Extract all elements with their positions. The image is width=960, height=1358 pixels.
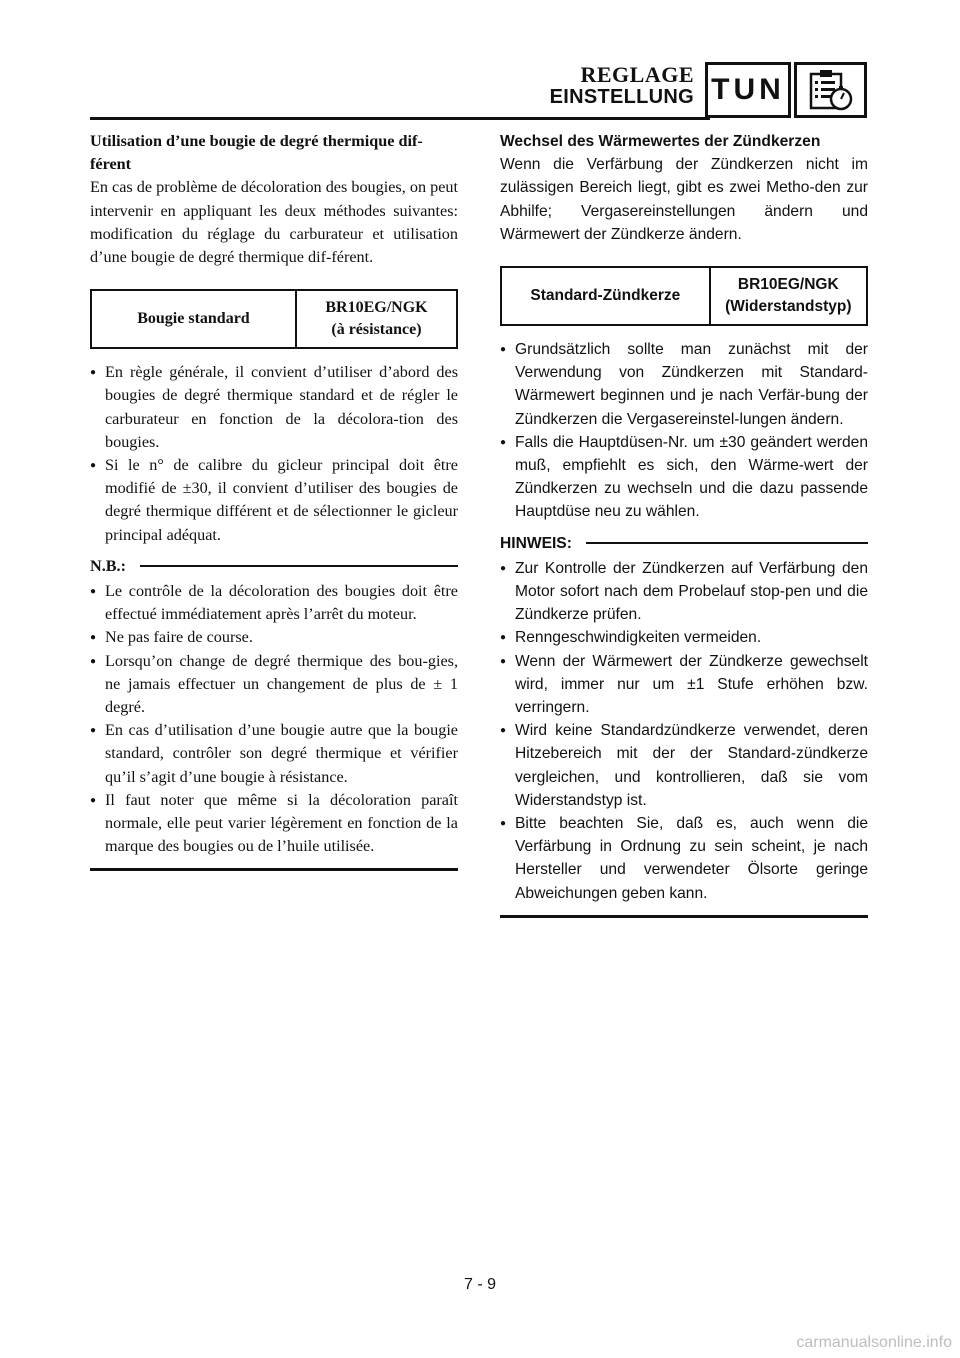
list-item: ● Grundsätzlich sollte man zunächst mit der Verwendung von Zündkerzen mit Standard-Wärmewert beginnen und je nach Verfär-bung der Zündkerzen die Vergasereinstel-lungen ändern.: [500, 338, 868, 431]
list-item: ● Bitte beachten Sie, daß es, auch wenn die Verfärbung in Ordnung zu sein scheint, je nach Hersteller und verwendeter Ölsorte geringe Abweichungen geben kann.: [500, 812, 868, 905]
intro-paragraph-fr: En cas de problème de décoloration des bougies, on peut intervenir en appliquant les deux méthodes suivantes: modification du réglage du carburateur et utilisation d’une bougie de degré thermique dif-férent.: [90, 178, 458, 267]
note-list-de: [500, 557, 868, 905]
header-rule: [90, 117, 710, 120]
page-number: 7 - 9: [463, 1276, 496, 1293]
list-item: ● Zur Kontrolle der Zündkerzen auf Verfärbung den Motor sofort nach dem Probelauf stop-pen und die Zündkerze prüfen.: [500, 557, 868, 627]
section-code: TUN: [711, 73, 785, 106]
spec-label-fr: Bougie standard: [91, 290, 296, 348]
list-item: ● Wenn der Wärmewert der Zündkerze gewechselt wird, immer nur um ±1 Stufe erhöhen bzw. verringern.: [500, 650, 868, 720]
note-list-fr: [90, 580, 458, 858]
spec-value-fr: BR10EG/NGK (à résistance): [296, 290, 457, 348]
list-item: ● Renngeschwindigkeiten vermeiden.: [500, 626, 868, 649]
list-item: ● Ne pas faire de course.: [90, 626, 458, 649]
section-icon-box: [794, 62, 867, 118]
spec-label-de: Standard-Zündkerze: [501, 267, 710, 325]
list-item: ● Lorsqu’on change de degré thermique des bou-gies, ne jamais effectuer un changement de plus de ± 1 degré.: [90, 650, 458, 720]
note-divider: [140, 565, 458, 567]
header-title-german: EINSTELLUNG: [549, 86, 694, 108]
watermark[interactable]: carmanualsonline.info: [796, 1334, 952, 1351]
note-divider: [586, 542, 868, 544]
french-column: [90, 130, 458, 871]
list-item: ● Wird keine Standardzündkerze verwendet, deren Hitzebereich mit der der Standard-zündkerze vergleichen, und kontrollieren, daß sie vom Widerstandstyp ist.: [500, 719, 868, 812]
note-heading-de: [500, 532, 868, 555]
section-title-fr: Utilisation d’une bougie de degré thermique dif- férent: [90, 132, 423, 174]
list-item: ● Si le n° de calibre du gicleur principal doit être modifié de ±30, il convient d’utiliser des bougies de degré thermique différent et de sélectionner le gicleur principal adéquat.: [90, 454, 458, 547]
header-title-french: REGLAGE: [580, 62, 694, 87]
note-heading-fr: [90, 555, 458, 578]
list-item: ● Falls die Hauptdüsen-Nr. um ±30 geändert werden muß, empfiehlt es sich, den Wärme-wert der Zündkerzen zu wechseln und die dazu passende Hauptdüse neu zu wählen.: [500, 431, 868, 524]
bullet-list-de: [500, 338, 868, 524]
list-item: ● En règle générale, il convient d’utiliser d’abord des bougies de degré thermique standard et de régler le carburateur en fonction de la décolora-tion des bougies.: [90, 361, 458, 454]
spark-plug-table-fr: [90, 289, 458, 349]
clipboard-stopwatch-icon: [806, 68, 856, 112]
section-title-de: Wechsel des Wärmewertes der Zündkerzen: [500, 133, 821, 150]
note-label-de: HINWEIS:: [500, 534, 572, 552]
spark-plug-table-de: [500, 266, 868, 326]
spec-value-de: BR10EG/NGK (Widerstandstyp): [710, 267, 867, 325]
section-code-box: [705, 62, 791, 118]
intro-paragraph-de: Wenn die Verfärbung der Zündkerzen nicht im zulässigen Bereich liegt, gibt es zwei Metho-den zur Abhilfe; Vergasereinstellungen ändern und Wärmewert der Zündkerze ändern.: [500, 156, 868, 243]
list-item: ● Il faut noter que même si la décoloration paraît normale, elle peut varier légèrement en fonction de la marque des bougies ou de l’huile utilisée.: [90, 789, 458, 859]
note-end-rule: [90, 868, 458, 871]
bullet-list-fr: [90, 361, 458, 547]
list-item: ● En cas d’utilisation d’une bougie autre que la bougie standard, contrôler son degré thermique et vérifier qu’il s’agit d’une bougie à résistance.: [90, 719, 458, 789]
german-column: [500, 130, 868, 918]
list-item: ● Le contrôle de la décoloration des bougies doit être effectué immédiatement après l’arrêt du moteur.: [90, 580, 458, 626]
note-label-fr: N.B.:: [90, 556, 126, 575]
note-end-rule: [500, 915, 868, 918]
